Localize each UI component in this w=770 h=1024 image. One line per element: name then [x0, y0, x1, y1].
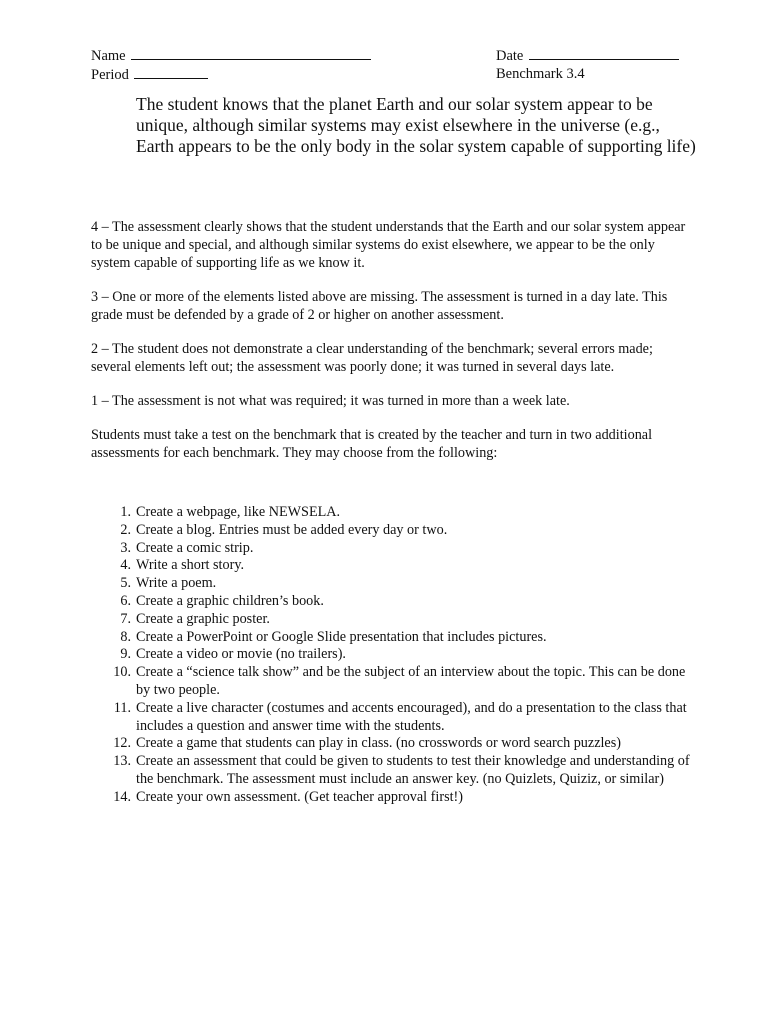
list-item-number: 13.: [113, 753, 131, 770]
list-item: [91, 575, 691, 593]
list-item-text: Create an assessment that could be given to students to test their knowledge and understanding of the benchmark. The assessment must include an answer key. (no Quizlets, Quiziz, or similar): [136, 753, 690, 787]
list-item: [91, 664, 691, 700]
list-item-text: Create a blog. Entries must be added every day or two.: [136, 521, 448, 538]
list-item-number: 2.: [120, 521, 131, 538]
list-item: [91, 735, 691, 753]
list-item-number: 12.: [113, 735, 131, 752]
rubric-score-1: 1 – The assessment is not what was required; it was turned in more than a week late.: [91, 393, 570, 409]
list-item: [91, 504, 691, 522]
assessment-instructions: Students must take a test on the benchmark that is created by the teacher and turn in two additional assessments for each benchmark. They may choose from the following:: [91, 427, 653, 461]
list-item-number: 1.: [120, 504, 131, 520]
benchmark-label: Benchmark 3.4: [496, 66, 585, 82]
header-left: [91, 46, 371, 84]
list-item-text: Create a PowerPoint or Google Slide presentation that includes pictures.: [136, 628, 547, 645]
list-item-text: Create a “science talk show” and be the subject of an interview about the topic. This can be done by two people.: [136, 664, 686, 698]
list-item-text: Create a video or movie (no trailers).: [136, 646, 346, 663]
list-item-number: 8.: [120, 628, 131, 645]
assessment-options-list: [91, 504, 691, 807]
benchmark-row: [496, 65, 679, 83]
list-item: [91, 646, 691, 664]
name-label: Name: [91, 48, 126, 64]
benchmark-statement: The student knows that the planet Earth and our solar system appear to be unique, although similar systems may exist elsewhere in the universe (e.g., Earth appears to be the only body in the solar system capable of supporting life): [136, 94, 696, 156]
list-item-text: Create a game that students can play in class. (no crosswords or word search puzzles): [136, 735, 621, 752]
rubric-score-4: 4 – The assessment clearly shows that the student understands that the Earth and our solar system appear to be unique and special, and although similar systems do exist elsewhere, we appear to be the only system capable of supporting life as we know it.: [91, 219, 686, 271]
list-item-text: Write a poem.: [136, 575, 217, 592]
rubric: [91, 218, 691, 478]
list-item-text: Create your own assessment. (Get teacher approval first!): [136, 788, 463, 805]
date-row: [496, 46, 679, 65]
list-item-number: 14.: [113, 788, 131, 805]
period-row: [91, 65, 371, 84]
name-row: [91, 46, 371, 65]
list-item: [91, 557, 691, 575]
list-item-text: Write a short story.: [136, 557, 245, 574]
list-item-number: 7.: [120, 610, 131, 627]
date-label: Date: [496, 48, 524, 64]
header-right: [496, 46, 679, 83]
list-item-text: Create a graphic poster.: [136, 610, 270, 627]
period-blank-line: [134, 65, 208, 79]
list-item: [91, 753, 691, 789]
list-item: [91, 700, 691, 736]
period-label: Period: [91, 67, 129, 83]
list-item-text: Create a webpage, like NEWSELA.: [136, 504, 341, 520]
list-item-number: 5.: [120, 575, 131, 592]
rubric-score-3: 3 – One or more of the elements listed above are missing. The assessment is turned in a day late. This grade must be defended by a grade of 2 or higher on another assessment.: [91, 289, 668, 323]
list-item-number: 6.: [120, 592, 131, 609]
list-item-number: 9.: [120, 646, 131, 663]
list-item-number: 3.: [120, 539, 131, 556]
list-item-number: 10.: [113, 664, 131, 681]
list-item: [91, 629, 691, 647]
list-item: [91, 522, 691, 540]
list-item-text: Create a live character (costumes and accents encouraged), and do a presentation to the class that includes a question and answer time with the students.: [136, 699, 687, 734]
list-item-number: 11.: [113, 699, 131, 716]
list-item: [91, 540, 691, 558]
list-item: [91, 789, 691, 807]
rubric-score-2: 2 – The student does not demonstrate a clear understanding of the benchmark; several errors made; several elements left out; the assessment was poorly done; it was turned in several days late.: [91, 341, 653, 375]
list-item: [91, 611, 691, 629]
list-item-text: Create a comic strip.: [136, 539, 254, 556]
date-blank-line: [529, 46, 679, 60]
name-blank-line: [131, 46, 371, 60]
list-item-text: Create a graphic children’s book.: [136, 592, 324, 609]
list-item-number: 4.: [120, 557, 131, 574]
list-item: [91, 593, 691, 611]
